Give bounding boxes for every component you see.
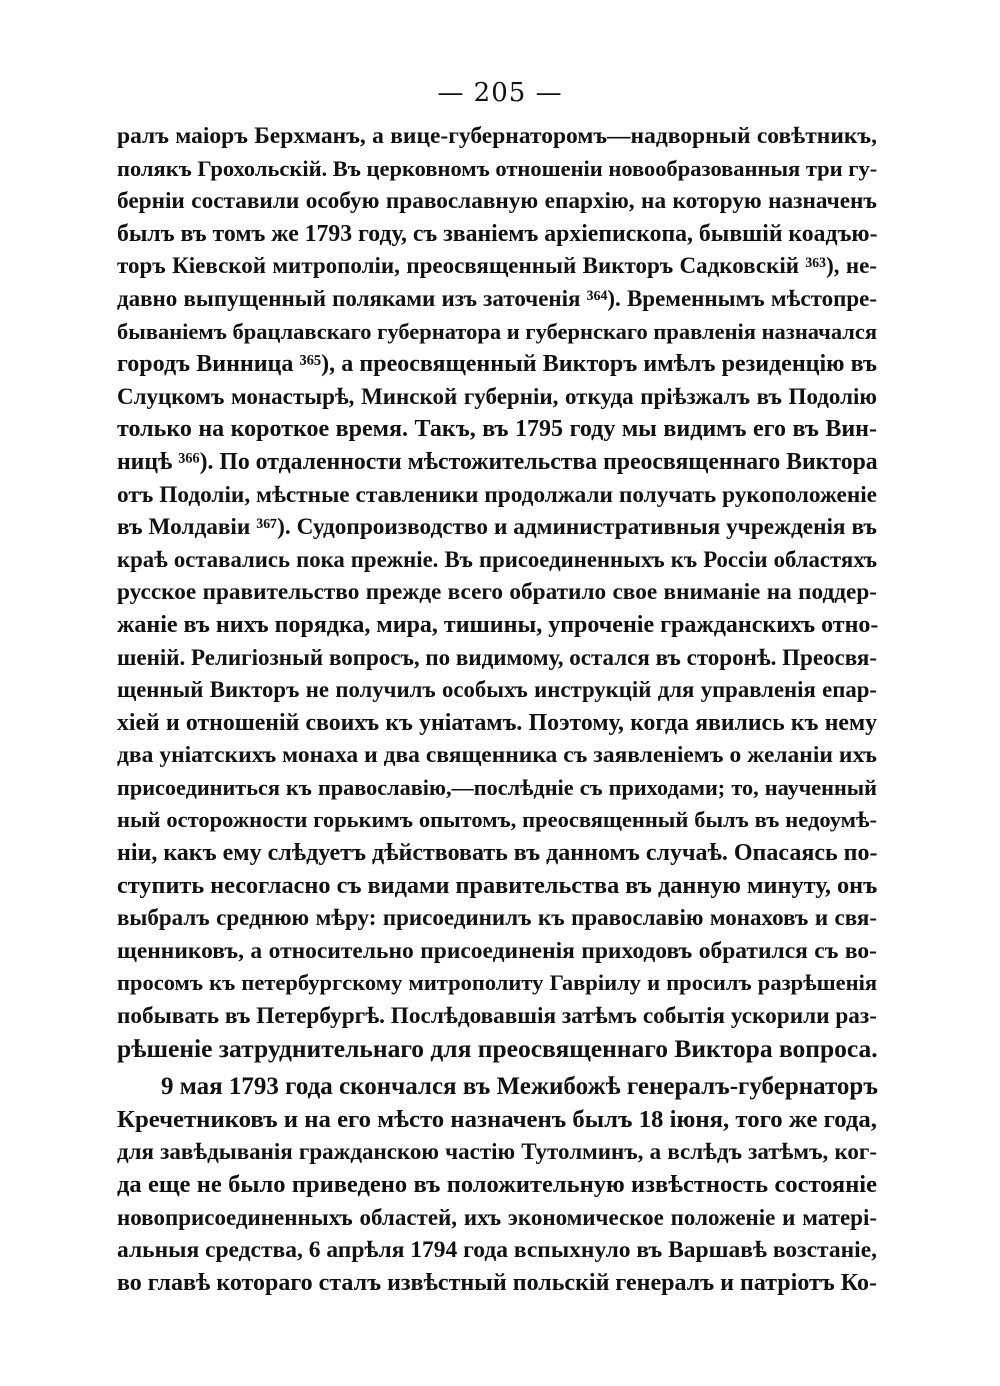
text-line: два уніатскихъ монаха и два священника съ заявленіемъ о желаніи ихъ <box>117 742 877 769</box>
text-line: былъ въ томъ же 1793 году, съ званіемъ архіепископа, бывшій коадъю- <box>117 220 878 247</box>
text-line: альныя средства, 6 апрѣля 1794 года вспыхнуло въ Варшавѣ возстаніе, <box>117 1237 877 1264</box>
text-line: давно выпущенный поляками изъ заточенія ³⁶⁴). Временнымъ мѣстопре- <box>117 285 877 311</box>
text-line: Кречетниковъ и на его мѣсто назначенъ былъ 18 іюня, того же года, <box>117 1105 877 1133</box>
text-line: ный осторожности горькимъ опытомъ, преосвященный былъ въ недоумѣ- <box>117 807 877 833</box>
text-line: хіей и отношеній своихъ къ уніатамъ. Поэтому, когда явились къ нему <box>117 709 877 736</box>
text-line: щенниковъ, а относительно присоединенія приходовъ обратился съ во- <box>117 937 877 964</box>
text-line: въ Молдавіи ³⁶⁷). Судопроизводство и административныя учрежденія въ <box>117 514 877 541</box>
text-line: щенный Викторъ не получилъ особыхъ инструкцій для управленія епар- <box>117 677 877 703</box>
text-line: 9 мая 1793 года скончался въ Межибожѣ генералъ-губернаторъ <box>161 1073 878 1101</box>
text-line: быванiемъ брацлавскаго губернатора и губернскаго правленія назначался <box>117 318 878 344</box>
paragraph-2 <box>117 1071 877 1299</box>
text-line: только на короткое время. Такъ, въ 1795 году мы видимъ его въ Вин- <box>117 416 877 443</box>
text-line: полякъ Грохольскій. Въ церковномъ отношеніи новообразованныя три гу- <box>117 155 878 181</box>
page-number: — 205 — <box>437 78 563 108</box>
text-line: ралъ маіоръ Берхманъ, а вице-губернаторомъ—надворный совѣтникъ, <box>117 123 877 149</box>
text-line: просомъ къ петербургскому митрополиту Гавріилу и просилъ разрѣшенія <box>117 970 877 996</box>
text-line: Слуцкомъ монастырѣ, Минской губерніи, откуда пріѣзжалъ въ Подолію <box>117 383 877 409</box>
text-line: ступить несогласно съ видами правительства въ данную минуту, онъ <box>117 871 878 899</box>
text-line: присоединиться къ православію,—послѣдніе съ приходами; то, наученный <box>117 774 877 800</box>
text-line: побывать въ Петербургѣ. Послѣдовавшія затѣмъ событія ускорили раз- <box>117 1003 877 1030</box>
text-line: шеній. Религіозный вопросъ, по видимому, остался въ сторонѣ. Преосвя- <box>117 644 877 670</box>
body-text <box>117 120 877 1299</box>
text-line: ницѣ ³⁶⁶). По отдаленности мѣстожительства преосвященнаго Виктора <box>117 448 878 475</box>
text-line: берніи составили особую православную епархію, на которую назначенъ <box>117 188 877 215</box>
text-line: краѣ оставались пока прежніе. Въ присоединенныхъ къ Россіи областяхъ <box>117 546 877 572</box>
text-line: жаніе въ нихъ порядка, мира, тишины, упроченіе гражданскихъ отно- <box>117 611 879 638</box>
text-line: рѣшеніе затруднительнаго для преосвященнаго Виктора вопроса. <box>117 1033 878 1063</box>
text-line: отъ Подоліи, мѣстные ставленики продолжали получать рукоположеніе <box>117 481 877 508</box>
text-line: торъ Кіевской митрополіи, преосвященный Викторъ Садковскій ³⁶³), не- <box>117 253 877 279</box>
text-line: новоприсоединенныхъ областей, ихъ экономическое положеніе и матері- <box>117 1204 877 1230</box>
text-line: для завѣдыванія гражданскою частію Тутолминъ, а вслѣдъ затѣмъ, ког- <box>117 1139 877 1165</box>
text-line: русское правительство прежде всего обратило свое вниманіе на поддер- <box>117 579 877 606</box>
text-line: ніи, какъ ему слѣдуетъ дѣйствовать въ данномъ случаѣ. Опасаясь по- <box>117 840 878 867</box>
text-line: во главѣ котораго сталъ извѣстный польскій генералъ и патріотъ Ко- <box>117 1269 877 1296</box>
text-line: выбралъ среднюю мѣру: присоединилъ къ православію монаховъ и свя- <box>117 905 877 931</box>
paragraph-1 <box>117 120 877 1065</box>
text-line: да еще не было приведено въ положительную извѣстность состояніе <box>117 1171 877 1198</box>
text-line: городъ Винница ³⁶⁵), а преосвященный Викторъ имѣлъ резиденцію въ <box>117 351 877 378</box>
